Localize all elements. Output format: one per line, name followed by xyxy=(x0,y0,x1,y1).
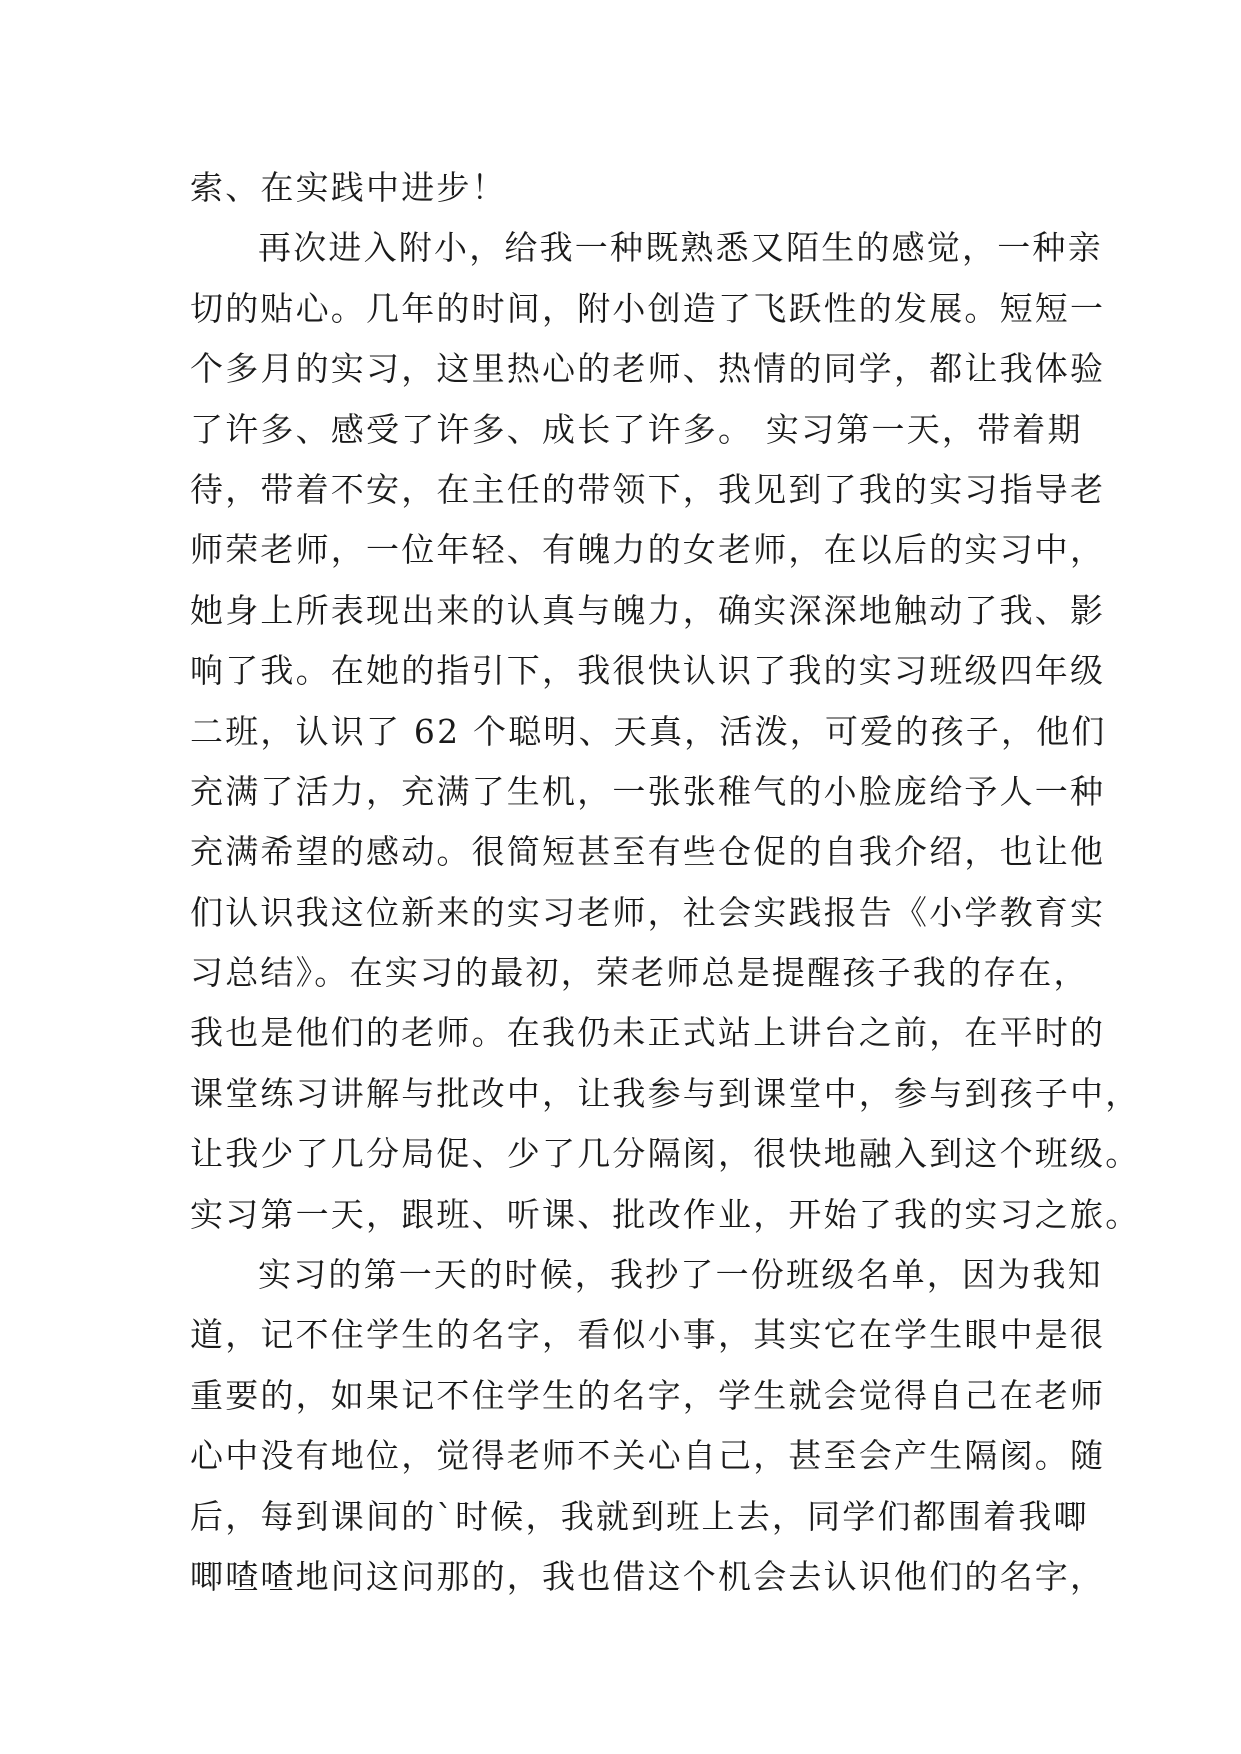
text-line: 二班，认识了 62 个聪明、天真，活泼，可爱的孩子，他们 xyxy=(190,711,1107,751)
body-text xyxy=(190,158,1141,1607)
text-line: 重要的，如果记不住学生的名字，学生就会觉得自己在老师 xyxy=(190,1375,1106,1415)
text-line: 习总结》。在实习的最初，荣老师总是提醒孩子我的存在， xyxy=(190,953,1089,993)
text-line: 充满了活力，充满了生机，一张张稚气的小脸庞给予人一种 xyxy=(190,771,1106,811)
text-line: 我也是他们的老师。在我仍未正式站上讲台之前，在平时的 xyxy=(190,1013,1106,1053)
text-line: 充满希望的感动。很简短甚至有些仓促的自我介绍，也让他 xyxy=(190,832,1106,872)
text-line: 道，记不住学生的名字，看似小事，其实它在学生眼中是很 xyxy=(190,1315,1106,1355)
text-line: 后，每到课间的`时候，我就到班上去，同学们都围着我唧 xyxy=(190,1496,1089,1536)
text-line: 实习第一天，跟班、听课、批改作业，开始了我的实习之旅。 xyxy=(190,1194,1141,1234)
text-line: 们认识我这位新来的实习老师，社会实践报告《小学教育实 xyxy=(190,892,1106,932)
text-line: 她身上所表现出来的认真与魄力，确实深深地触动了我、影 xyxy=(190,590,1106,630)
text-line: 了许多、感受了许多、成长了许多。 实习第一天，带着期 xyxy=(190,409,1083,449)
text-line: 个多月的实习，这里热心的老师、热情的同学，都让我体验 xyxy=(190,349,1106,389)
text-line: 待，带着不安，在主任的带领下，我见到了我的实习指导老 xyxy=(190,469,1106,509)
text-line: 索、在实践中进步！ xyxy=(190,168,507,207)
text-line: 切的贴心。几年的时间，附小创造了飞跃性的发展。短短一 xyxy=(190,288,1106,328)
text-line: 再次进入附小，给我一种既熟悉又陌生的感觉，一种亲 xyxy=(258,228,1103,268)
text-line: 实习的第一天的时候，我抄了一份班级名单，因为我知 xyxy=(258,1255,1103,1295)
text-line: 心中没有地位，觉得老师不关心自己，甚至会产生隔阂。随 xyxy=(190,1436,1106,1476)
text-line: 师荣老师，一位年轻、有魄力的女老师，在以后的实习中， xyxy=(190,530,1106,570)
text-line: 唧喳喳地问这问那的，我也借这个机会去认识他们的名字， xyxy=(190,1556,1106,1596)
text-line: 课堂练习讲解与批改中，让我参与到课堂中，参与到孩子中， xyxy=(190,1073,1141,1113)
text-line: 响了我。在她的指引下，我很快认识了我的实习班级四年级 xyxy=(190,651,1106,691)
text-line: 让我少了几分局促、少了几分隔阂，很快地融入到这个班级。 xyxy=(190,1134,1141,1174)
